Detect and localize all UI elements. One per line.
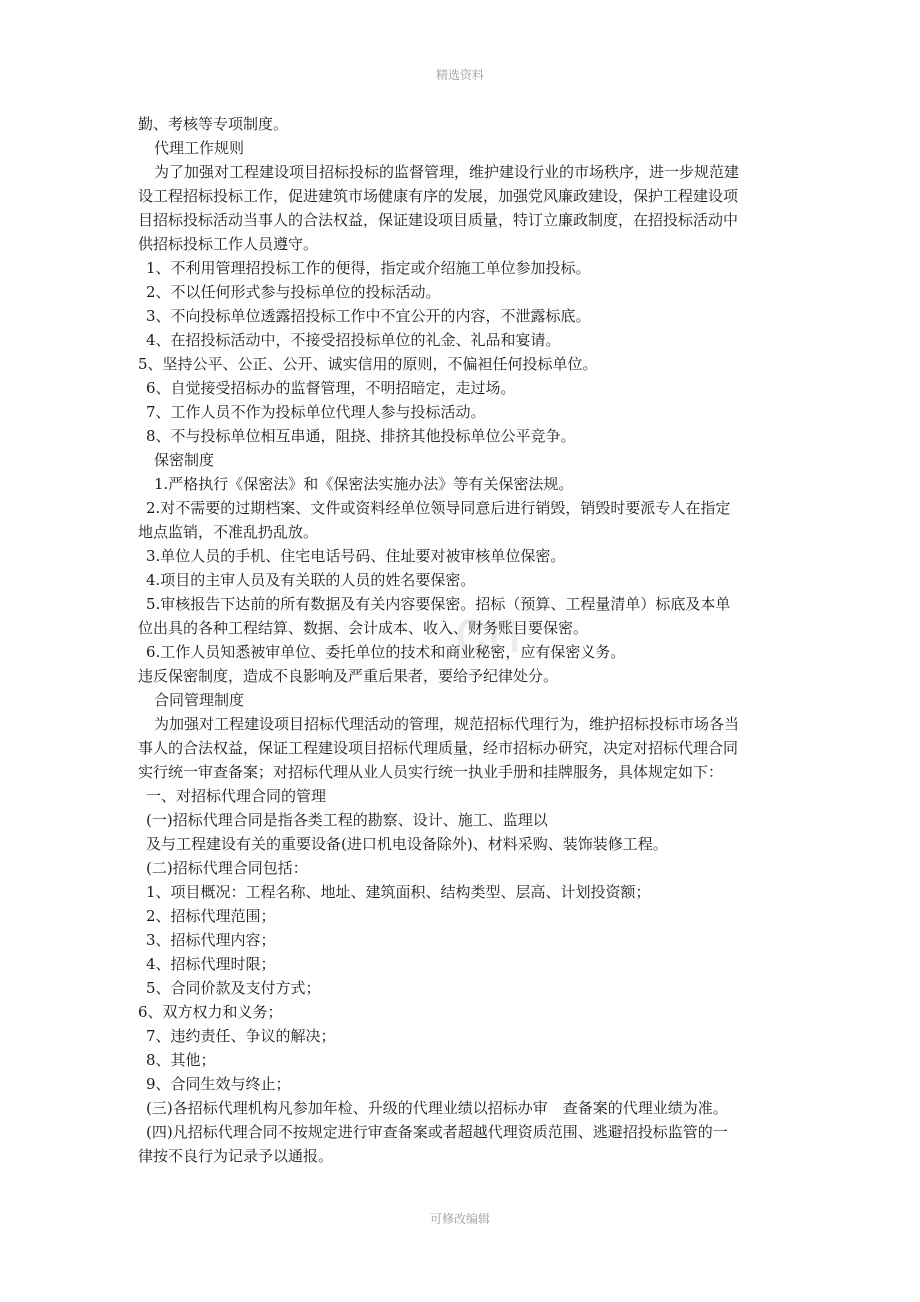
text-line: 为加强对工程建设项目招标代理活动的管理，规范招标代理行为，维护招标投标市场各当	[154, 715, 740, 733]
text-line: 4.项目的主审人员及有关联的人员的姓名要保密。	[146, 571, 476, 589]
text-line: (一)招标代理合同是指各类工程的勘察、设计、施工、监理以	[146, 811, 548, 829]
text-line: 7、工作人员不作为投标单位代理人参与投标活动。	[146, 403, 486, 421]
text-line: 地点监销，不准乱扔乱放。	[138, 523, 319, 541]
text-line: 2.对不需要的过期档案、文件或资料经单位领导同意后进行销毁，销毁时要派专人在指定	[146, 499, 731, 517]
text-line: 设工程招标投标工作，促进建筑市场健康有序的发展，加强党风廉政建设，保护工程建设项	[138, 187, 739, 205]
text-line: 5.审核报告下达前的所有数据及有关内容要保密。招标（预算、工程量清单）标底及本单	[146, 595, 731, 613]
text-line: 6、自觉接受招标办的监督管理，不明招暗定，走过场。	[146, 379, 516, 397]
text-line: 9、合同生效与终止；	[146, 1075, 291, 1093]
text-line: 供招标投标工作人员遵守。	[138, 235, 319, 253]
text-line: 保密制度	[154, 451, 215, 469]
text-line: 目招标投标活动当事人的合法权益，保证建设项目质量，特订立廉政制度，在招投标活动中	[138, 211, 739, 229]
text-line: 4、招标代理时限；	[146, 955, 276, 973]
text-line: 1.严格执行《保密法》和《保密法实施办法》等有关保密法规。	[154, 475, 574, 493]
text-line: 6.工作人员知悉被审单位、委托单位的技术和商业秘密，应有保密义务。	[146, 643, 626, 661]
text-line: 一、对招标代理合同的管理	[146, 787, 327, 805]
text-line: (二)招标代理合同包括：	[146, 859, 308, 877]
text-line: 勤、考核等专项制度。	[138, 115, 289, 133]
text-line: 8、其他；	[146, 1051, 216, 1069]
text-line: 1、项目概况：工程名称、地址、建筑面积、结构类型、层高、计划投资额；	[146, 883, 651, 901]
text-line: 3.单位人员的手机、住宅电话号码、住址要对被审核单位保密。	[146, 547, 566, 565]
text-line: 7、违约责任、争议的解决；	[146, 1027, 336, 1045]
text-line: 3、不向投标单位透露招投标工作中不宜公开的内容，不泄露标底。	[146, 307, 591, 325]
text-line: 2、招标代理范围；	[146, 907, 276, 925]
text-line: (四)凡招标代理合同不按规定进行审查备案或者超越代理资质范围、逃避招投标监管的一	[146, 1123, 728, 1141]
document-body	[138, 112, 790, 1168]
text-line: 1、不利用管理招投标工作的便得，指定或介绍施工单位参加投标。	[146, 259, 591, 277]
text-line: 5、合同价款及支付方式；	[146, 979, 321, 997]
text-line: 律按不良行为记录予以通报。	[138, 1147, 334, 1165]
text-line: 为了加强对工程建设项目招标投标的监督管理，维护建设行业的市场秩序，进一步规范建	[154, 163, 740, 181]
text-line: (三)各招标代理机构凡参加年检、升级的代理业绩以招标办审 查备案的代理业绩为准。	[146, 1099, 728, 1117]
text-line: 代理工作规则	[154, 139, 245, 157]
text-line: 8、不与投标单位相互串通，阻挠、排挤其他投标单位公平竞争。	[146, 427, 576, 445]
text-line: 6、双方权力和义务；	[138, 1003, 283, 1021]
text-line: 位出具的各种工程结算、数据、会计成本、收入、财务账目要保密。	[138, 619, 589, 637]
text-line: 4、在招投标活动中，不接受招投标单位的礼金、礼品和宴请。	[146, 331, 561, 349]
page-footer: 可修改编辑	[429, 1212, 490, 1226]
text-line: 5、坚持公平、公正、公开、诚实信用的原则，不偏袒任何投标单位。	[138, 355, 598, 373]
text-line: 违反保密制度，造成不良影响及严重后果者，要给予纪律处分。	[138, 667, 559, 685]
text-line: 合同管理制度	[154, 691, 245, 709]
text-line: 实行统一审查备案；对招标代理从业人员实行统一执业手册和挂牌服务，具体规定如下：	[138, 763, 724, 781]
text-line: 事人的合法权益，保证工程建设项目招标代理质量，经市招标办研究，决定对招标代理合同	[138, 739, 739, 757]
text-line: 2、不以任何形式参与投标单位的投标活动。	[146, 283, 441, 301]
text-line: 及与工程建设有关的重要设备(进口机电设备除外)、材料采购、装饰装修工程。	[146, 835, 668, 853]
page-header: 精选资料	[435, 68, 484, 82]
text-line: 3、招标代理内容；	[146, 931, 276, 949]
watermark: cn	[455, 597, 523, 666]
